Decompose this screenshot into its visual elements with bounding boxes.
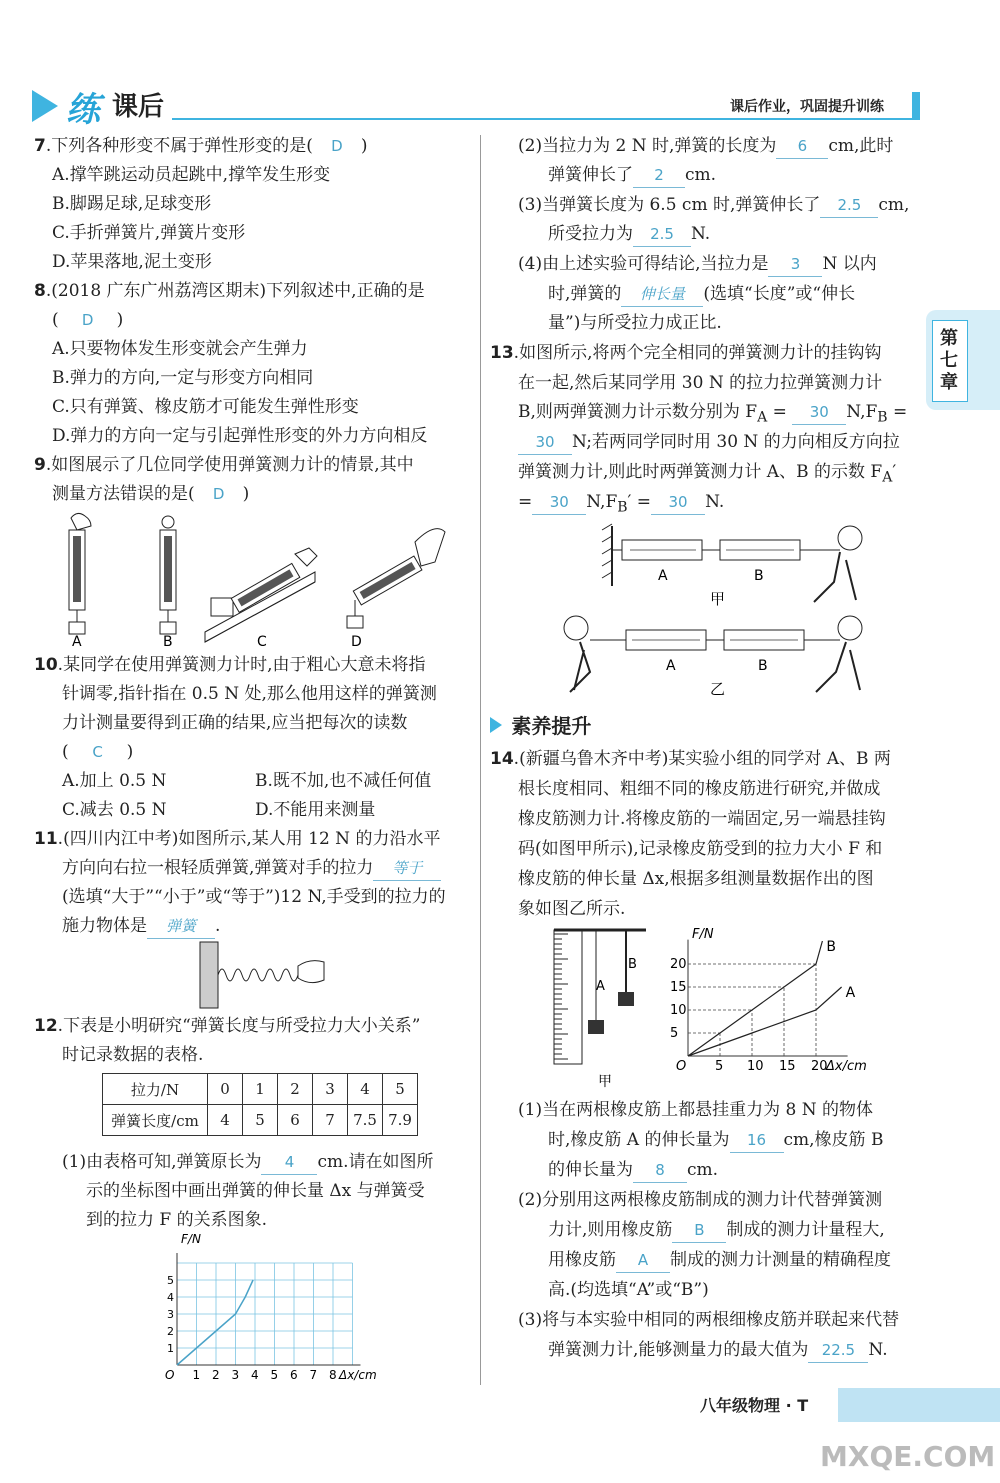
q13-stem-3: B,则两弹簧测力计示数分别为 $F_A = 30$ $N,F_B$ = (518, 402, 908, 426)
q14-p2-answer-1: B (672, 1218, 726, 1243)
q14-label-jia: 甲 (598, 1074, 612, 1090)
q14-p2-2: 力计,则用橡皮筋 B 制成的测力计量程大, (548, 1218, 885, 1243)
q13-answer-1: 30 (792, 400, 846, 425)
q12-p3-2: 所受拉力为 2.5 N. (548, 222, 710, 247)
q12-p3-answer-2: 2.5 (633, 222, 691, 247)
y-tick-label: 5 (167, 1274, 174, 1287)
y-tick-label: 4 (167, 1291, 174, 1304)
y-axis-label: F/N (181, 1232, 201, 1246)
q11-answer-1: 等于 (373, 856, 441, 881)
q14-p3-answer: 22.5 (808, 1338, 868, 1363)
q11-figure (198, 942, 328, 1010)
header-bar (32, 88, 920, 130)
q12-p1-2: 示的坐标图中画出弹簧的伸长量 Δx 与弹簧受 (86, 1181, 425, 1201)
q12-p2-2: 弹簧伸长了 2 cm. (548, 163, 716, 188)
q12-p2-answer-2: 2 (633, 163, 685, 188)
q14-p1: (1)当在两根橡皮筋上都悬挂重力为 8 N 的物体 (518, 1100, 873, 1120)
x-axis-label: Δx/cm (826, 1059, 867, 1074)
header-logo-char: 练 (66, 90, 100, 130)
q9-label-c: C (257, 634, 267, 650)
q9-answer: D (212, 485, 225, 503)
scale-b-illustration (160, 516, 176, 634)
q11-stem-4: 施力物体是 弹簧 . (62, 914, 220, 939)
q7-option-d: D.苹果落地,泥土变形 (52, 252, 212, 272)
x-tick-label: 7 (309, 1368, 318, 1382)
q14-p1-answer-1: 16 (730, 1128, 784, 1153)
q10-answer: C (92, 743, 103, 761)
q14-figure-jia (550, 926, 650, 1091)
x-tick-label: 1 (192, 1368, 201, 1382)
q7-answer: D (331, 137, 343, 155)
q14-p2: (2)分别用这两根橡皮筋制成的测力计代替弹簧测 (518, 1190, 883, 1210)
y-axis-label: F/N (692, 927, 714, 942)
section-title-bar (490, 710, 591, 738)
q14-stem-3: 橡皮筋测力计.将橡皮筋的一端固定,另一端悬挂钩 (518, 809, 886, 829)
q12-p3-answer-1: 2.5 (820, 193, 878, 218)
q14-stem-2: 根长度相同、粗细不同的橡皮筋进行研究,并做成 (518, 779, 881, 799)
q12-p4-answer-1: 3 (768, 252, 822, 277)
q14-label-a: A (596, 979, 605, 994)
q14-p1-2: 时,橡皮筋 A 的伸长量为 16 cm,橡皮筋 B (548, 1128, 883, 1153)
table-row: 拉力/N 0 1 2 3 4 5 (103, 1074, 418, 1105)
x-tick-label: 20 (811, 1059, 828, 1074)
q14-stem-5: 橡皮筋的伸长量 Δx,根据多组测量数据作出的图 (518, 869, 874, 889)
scale-d-illustration (347, 529, 445, 628)
y-tick-label: 5 (670, 1026, 679, 1041)
header-logo-text: 课后 (112, 92, 165, 122)
q12-p1-answer: 4 (261, 1150, 317, 1175)
q12-p3: (3)当弹簧长度为 6.5 cm 时,弹簧伸长了 2.5 cm, (518, 193, 909, 218)
series-line-B (688, 941, 822, 1056)
q11-answer-2: 弹簧 (147, 914, 215, 939)
header-marker (912, 92, 920, 120)
x-tick-label: 15 (779, 1059, 796, 1074)
scale-a-illustration (69, 513, 91, 634)
q12-p4-answer-2: 伸长量 (621, 282, 703, 307)
series-line (177, 1280, 253, 1365)
y-tick-label: 2 (167, 1325, 174, 1338)
scale-c-illustration (205, 548, 317, 642)
y-tick-label: 15 (670, 980, 687, 995)
q12-p1: (1)由表格可知,弹簧原长为 4 cm.请在如图所 (62, 1150, 434, 1175)
q14-p2-4: 高.(均选填“A”或“B”) (548, 1280, 709, 1300)
header-rule (172, 118, 912, 120)
y-tick-label: 10 (670, 1003, 687, 1018)
footer-band (838, 1388, 1000, 1422)
q12-p1-3: 到的拉力 F 的关系图象. (86, 1210, 268, 1230)
q12-p2-answer-1: 6 (776, 134, 828, 159)
q9-label-b: B (163, 634, 173, 650)
column-divider (480, 135, 481, 1385)
q11-stem-3: (选填“大于”“小于”或“等于”)12 N,手受到的拉力的 (62, 887, 446, 907)
q13-stem-6: = 30 $N,F_B' = 30$ N. (518, 492, 725, 516)
q13-label-b2: B (758, 658, 768, 674)
series-line-A (688, 987, 842, 1056)
q13-answer-2: 30 (518, 430, 572, 455)
x-tick-label: 5 (715, 1059, 724, 1074)
q14-p3-2: 弹簧测力计,能够测量力的最大值为 22.5 N. (548, 1338, 888, 1363)
q14-p2-3: 用橡皮筋 A 制成的测力计测量的精确程度 (548, 1248, 891, 1273)
q14-p1-3: 的伸长量为 8 cm. (548, 1158, 718, 1183)
q13-answer-4: 30 (651, 490, 705, 515)
q14-label-b: B (628, 957, 637, 972)
q8-stem: 8.(2018 广东广州荔湾区期末)下列叙述中,正确的是 (34, 281, 425, 301)
q10-option-a: A.加上 0.5 N (62, 771, 167, 791)
header-arrow-icon (32, 90, 58, 122)
x-tick-label: 5 (270, 1368, 279, 1382)
q10-stem-2: 针调零,指针指在 0.5 N 处,那么他用这样的弹簧测 (62, 684, 437, 704)
series-label-B: B (826, 939, 837, 955)
x-tick-label: 2 (212, 1368, 220, 1382)
q8-option-a: A.只要物体发生形变就会产生弹力 (52, 339, 308, 359)
q14-stem-4: 码(如图甲所示),记录橡皮筋受到的拉力大小 F 和 (518, 839, 883, 859)
q13-label-yi: 乙 (710, 680, 726, 698)
q8-option-b: B.弹力的方向,一定与形变方向相同 (52, 368, 314, 388)
q8-option-c: C.只有弹簧、橡皮筋才可能发生弹性形变 (52, 397, 359, 417)
chapter-side-tab (926, 310, 1000, 410)
x-tick-label: 10 (747, 1059, 764, 1074)
section-arrow-icon (490, 717, 502, 733)
origin-label: O (165, 1368, 175, 1382)
q10-stem-3: 力计测量要得到正确的结果,应当把每次的读数 (62, 713, 408, 733)
footer-text: 八年级物理 · T (700, 1396, 809, 1415)
q13-answer-3: 30 (532, 490, 586, 515)
q13-label-a1: A (658, 568, 668, 584)
q13-stem-5: 弹簧测力计,则此时两弹簧测力计 A、B 的示数 $F_A'$ (518, 462, 897, 486)
x-tick-label: 4 (251, 1368, 259, 1382)
q13-label-b1: B (754, 568, 764, 584)
q12-p4-3: 量”)与所受拉力成正比. (548, 313, 722, 333)
q12-chart (155, 1232, 395, 1382)
q13-stem-2: 在一起,然后某同学用 30 N 的拉力拉弹簧测力计 (518, 373, 883, 393)
watermark: MXQE.COM (820, 1440, 996, 1473)
q14-stem-6: 象如图乙所示. (518, 899, 626, 919)
q7-option-c: C.手折弹簧片,弹簧片变形 (52, 223, 246, 243)
q14-p1-answer-2: 8 (633, 1158, 687, 1183)
q13-label-jia: 甲 (710, 590, 726, 608)
header-subtitle: 课后作业，巩固提升训练 (730, 99, 884, 115)
q14-p2-answer-2: A (616, 1248, 670, 1273)
q10-answer-line: ( C ) (62, 742, 134, 762)
q13-stem-4: 30 N;若两同学同时用 30 N 的力向相反方向拉 (518, 430, 900, 455)
q14-chart (672, 926, 902, 1091)
series-label-A: A (845, 985, 856, 1001)
x-tick-label: 6 (290, 1368, 298, 1382)
q12-stem: 12.下表是小明研究“弹簧长度与所受拉力大小关系” (34, 1016, 421, 1036)
q7-option-b: B.脚踢足球,足球变形 (52, 194, 212, 214)
q12-stem-2: 时记录数据的表格. (62, 1045, 204, 1065)
x-tick-label: 8 (329, 1368, 337, 1382)
q7-option-a: A.撑竿跳运动员起跳中,撑竿发生形变 (52, 165, 331, 185)
q7-stem: 7.下列各种形变不属于弹性形变的是( D ) (34, 136, 368, 156)
q8-option-d: D.弹力的方向一定与引起弹性形变的外力方向相反 (52, 426, 428, 446)
section-title: 素养提升 (511, 714, 592, 738)
table-header-force: 拉力/N (103, 1074, 208, 1105)
q12-p4: (4)由上述实验可得结论,当拉力是 3 N 以内 (518, 252, 877, 277)
q13-label-a2: A (666, 658, 676, 674)
q8-answer: D (81, 311, 94, 329)
q9-figure (55, 512, 455, 652)
table-header-length: 弹簧长度/cm (103, 1105, 208, 1136)
q9-stem: 9.如图展示了几位同学使用弹簧测力计的情景,其中 (34, 455, 414, 475)
q10-stem: 10.某同学在使用弹簧测力计时,由于粗心大意未将指 (34, 655, 426, 675)
chapter-tab-label: 第七章 (940, 328, 958, 393)
q14-stem: 14.(新疆乌鲁木齐中考)某实验小组的同学对 A、B 两 (490, 749, 891, 769)
x-tick-label: 3 (231, 1368, 240, 1382)
q8-answer-line: ( D ) (52, 310, 124, 330)
q10-option-c: C.减去 0.5 N (62, 800, 167, 820)
q9-stem-2: 测量方法错误的是( D ) (52, 484, 250, 504)
q13-figure (550, 520, 890, 700)
q12-p2: (2)当拉力为 2 N 时,弹簧的长度为 6 cm,此时 (518, 134, 893, 159)
y-tick-label: 1 (167, 1342, 174, 1355)
q10-option-d: D.不能用来测量 (255, 800, 376, 820)
origin-label: O (676, 1059, 687, 1074)
q12-p4-2: 时,弹簧的 伸长量 (选填“长度”或“伸长 (548, 282, 855, 307)
table-row: 弹簧长度/cm 4 5 6 7 7.5 7.9 (103, 1105, 418, 1136)
q9-label-d: D (351, 634, 362, 650)
q10-option-b: B.既不加,也不减任何值 (255, 771, 432, 791)
q9-label-a: A (72, 634, 82, 650)
q11-stem: 11.(四川内江中考)如图所示,某人用 12 N 的力沿水平 (34, 829, 441, 849)
q14-p3: (3)将与本实验中相同的两根细橡皮筋并联起来代替 (518, 1310, 900, 1330)
q12-data-table (102, 1073, 418, 1136)
y-tick-label: 20 (670, 957, 687, 972)
y-tick-label: 3 (167, 1308, 174, 1321)
x-axis-label: Δx/cm (339, 1368, 377, 1382)
q13-stem: 13.如图所示,将两个完全相同的弹簧测力计的挂钩钩 (490, 343, 882, 363)
q11-stem-2: 方向向右拉一根轻质弹簧,弹簧对手的拉力 等于 (62, 856, 441, 881)
